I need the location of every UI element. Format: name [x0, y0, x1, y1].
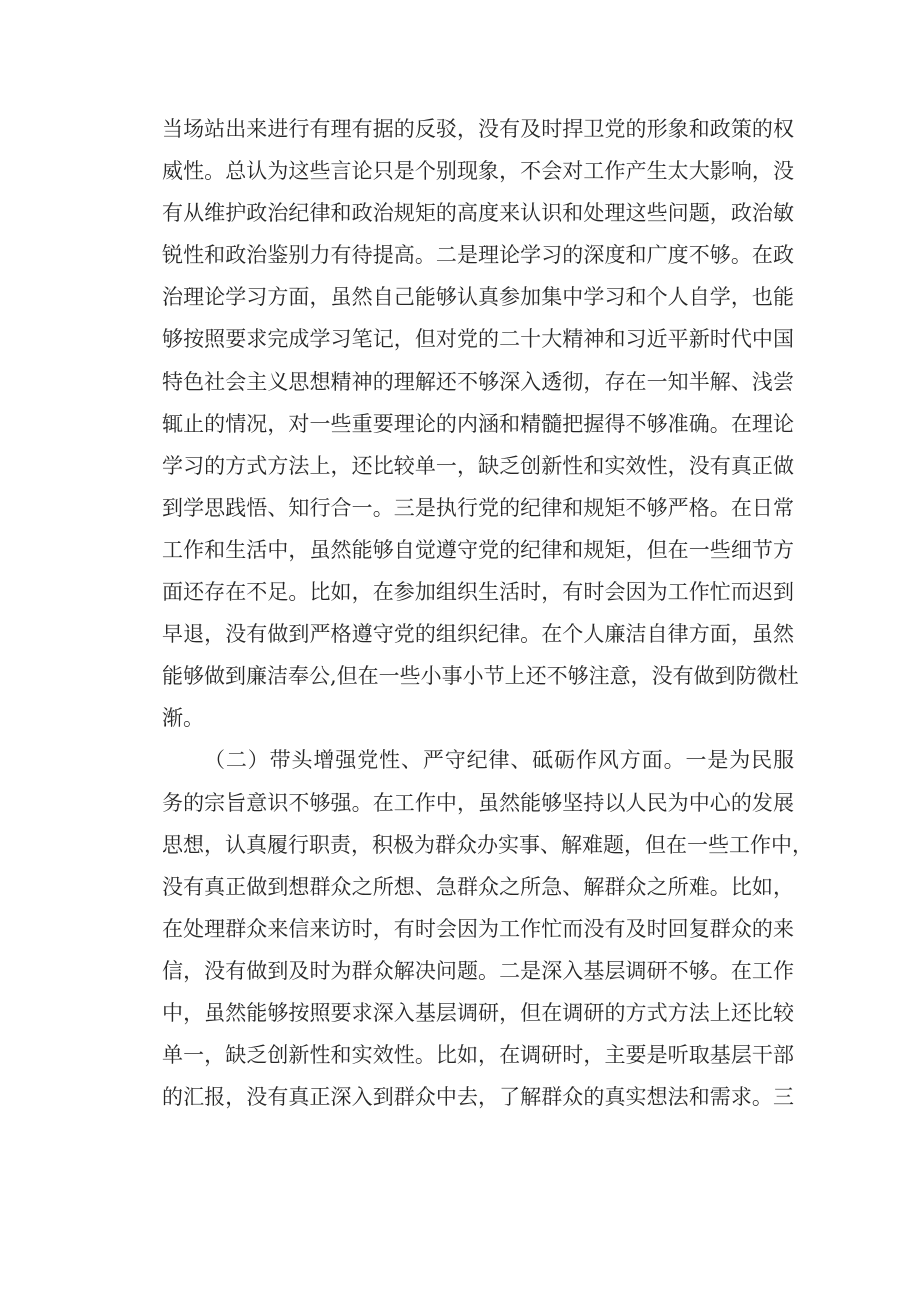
- text-line: 到学思践悟、知行合一。三是执行党的纪律和规矩不够严格。在日常: [162, 495, 794, 520]
- text-line: 能够做到廉洁奉公,但在一些小事小节上还不够注意，没有做到防微杜: [162, 664, 799, 689]
- text-line: 在处理群众来信来访时，有时会因为工作忙而没有及时回复群众的来: [162, 916, 794, 941]
- text-line: 辄止的情况，对一些重要理论的内涵和精髓把握得不够准确。在理论: [162, 411, 794, 436]
- text-line: 没有真正做到想群众之所想、急群众之所急、解群众之所难。比如，: [162, 874, 794, 899]
- text-line: 早退，没有做到严格遵守党的组织纪律。在个人廉洁自律方面，虽然: [162, 622, 794, 647]
- text-line: 威性。总认为这些言论只是个别现象，不会对工作产生太大影响，没: [162, 159, 794, 184]
- document-body: [162, 108, 813, 1118]
- text-line: 思想，认真履行职责，积极为群众办实事、解难题，但在一些工作中，: [162, 832, 813, 857]
- text-line: 工作和生活中，虽然能够自觉遵守党的纪律和规矩，但在一些细节方: [162, 537, 794, 562]
- text-line: 的汇报，没有真正深入到群众中去，了解群众的真实想法和需求。三: [162, 1085, 794, 1110]
- text-line: 够按照要求完成学习笔记，但对党的二十大精神和习近平新时代中国: [162, 327, 794, 352]
- text-line: 特色社会主义思想精神的理解还不够深入透彻，存在一知半解、浅尝: [162, 369, 794, 394]
- text-line: 单一，缺乏创新性和实效性。比如，在调研时，主要是听取基层干部: [162, 1043, 794, 1068]
- text-line: 有从维护政治纪律和政治规矩的高度来认识和处理这些问题，政治敏: [162, 201, 794, 226]
- text-line: 面还存在不足。比如，在参加组织生活时，有时会因为工作忙而迟到: [162, 580, 794, 605]
- text-line: 中，虽然能够按照要求深入基层调研，但在调研的方式方法上还比较: [162, 1000, 794, 1025]
- text-line: 当场站出来进行有理有据的反驳，没有及时捍卫党的形象和政策的权: [162, 117, 794, 141]
- text-line: 学习的方式方法上，还比较单一，缺乏创新性和实效性，没有真正做: [162, 453, 794, 478]
- text-line: 务的宗旨意识不够强。在工作中，虽然能够坚持以人民为中心的发展: [162, 790, 794, 815]
- text-line: 信，没有做到及时为群众解决问题。二是深入基层调研不够。在工作: [162, 958, 794, 983]
- text-line: 锐性和政治鉴别力有待提高。二是理论学习的深度和广度不够。在政: [162, 243, 794, 268]
- text-line-paragraph-end: 渐。: [162, 706, 204, 731]
- section-heading-line: （二）带头增强党性、严守纪律、砥砺作风方面。一是为民服: [204, 748, 794, 773]
- text-line: 治理论学习方面，虽然自己能够认真参加集中学习和个人自学，也能: [162, 285, 794, 310]
